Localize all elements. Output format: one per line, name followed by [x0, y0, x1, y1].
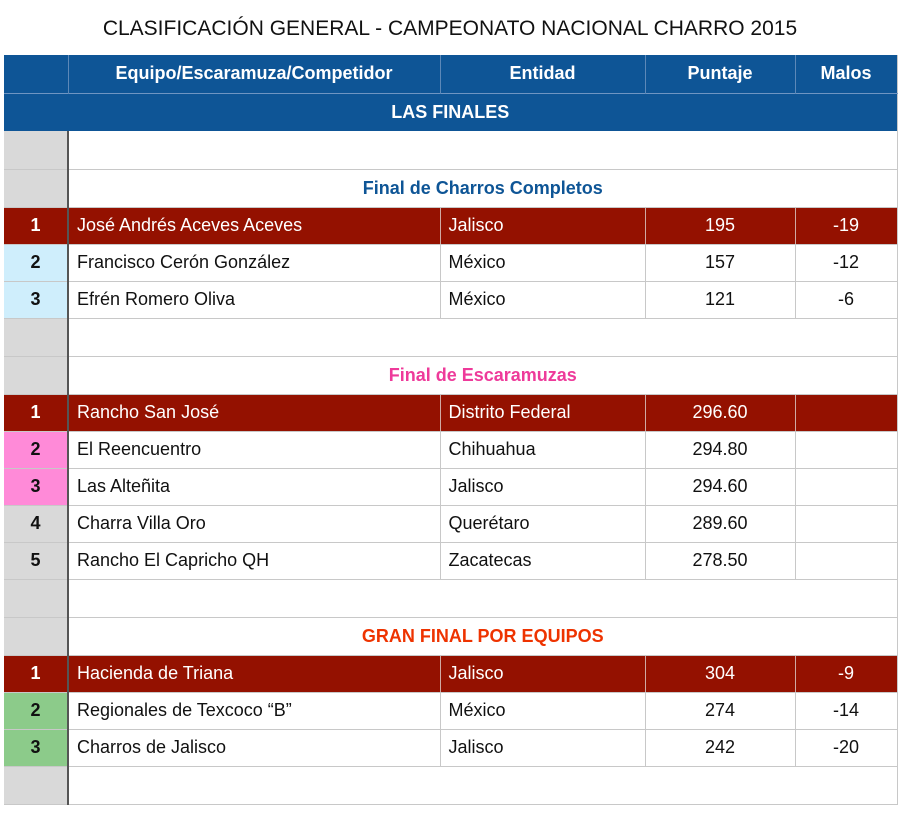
entity-cell: Querétaro: [440, 505, 645, 542]
points-cell: 294.60: [645, 468, 795, 505]
table-row: [4, 655, 897, 692]
spacer-cell: [68, 318, 897, 356]
table-row: [4, 692, 897, 729]
rank-cell: 3: [4, 281, 68, 318]
malos-cell: [795, 505, 897, 542]
header-points: Puntaje: [645, 55, 795, 93]
malos-cell: -19: [795, 207, 897, 244]
table-row: [4, 244, 897, 281]
entity-cell: México: [440, 692, 645, 729]
spacer-cell: [68, 766, 897, 804]
spacer-row: [4, 579, 897, 617]
table-header-row: [4, 55, 897, 93]
rank-cell: 1: [4, 655, 68, 692]
entity-cell: México: [440, 281, 645, 318]
rank-cell: 2: [4, 244, 68, 281]
group-heading-row: [4, 617, 897, 655]
malos-cell: -14: [795, 692, 897, 729]
spacer-row: [4, 766, 897, 804]
malos-cell: [795, 468, 897, 505]
rank-cell: 3: [4, 729, 68, 766]
name-cell: Rancho El Capricho QH: [68, 542, 440, 579]
standings-table: [4, 55, 898, 805]
points-cell: 289.60: [645, 505, 795, 542]
table-row: [4, 505, 897, 542]
name-cell: El Reencuentro: [68, 431, 440, 468]
heading-rank-cell: [4, 617, 68, 655]
points-cell: 278.50: [645, 542, 795, 579]
name-cell: José Andrés Aceves Aceves: [68, 207, 440, 244]
rank-cell: 1: [4, 394, 68, 431]
entity-cell: Jalisco: [440, 207, 645, 244]
group-heading-row: [4, 169, 897, 207]
entity-cell: Chihuahua: [440, 431, 645, 468]
group-heading-equipos: GRAN FINAL POR EQUIPOS: [68, 617, 897, 655]
points-cell: 304: [645, 655, 795, 692]
name-cell: Charra Villa Oro: [68, 505, 440, 542]
spacer-cell: [68, 131, 897, 169]
rank-cell: 5: [4, 542, 68, 579]
header-entity: Entidad: [440, 55, 645, 93]
page-title: CLASIFICACIÓN GENERAL - CAMPEONATO NACIONAL CHARRO 2015: [102, 17, 798, 40]
malos-cell: [795, 542, 897, 579]
table-row: [4, 729, 897, 766]
entity-cell: Jalisco: [440, 729, 645, 766]
malos-cell: [795, 394, 897, 431]
entity-cell: Jalisco: [440, 655, 645, 692]
points-cell: 195: [645, 207, 795, 244]
points-cell: 121: [645, 281, 795, 318]
points-cell: 242: [645, 729, 795, 766]
spacer-rank-cell: [4, 318, 68, 356]
entity-cell: Distrito Federal: [440, 394, 645, 431]
group-heading-row: [4, 356, 897, 394]
points-cell: 157: [645, 244, 795, 281]
malos-cell: -6: [795, 281, 897, 318]
name-cell: Efrén Romero Oliva: [68, 281, 440, 318]
name-cell: Charros de Jalisco: [68, 729, 440, 766]
group-heading-charros: Final de Charros Completos: [68, 169, 897, 207]
spacer-cell: [68, 579, 897, 617]
table-row: [4, 542, 897, 579]
spacer-rank-cell: [4, 766, 68, 804]
name-cell: Francisco Cerón González: [68, 244, 440, 281]
malos-cell: -20: [795, 729, 897, 766]
name-cell: Las Alteñita: [68, 468, 440, 505]
rank-cell: 1: [4, 207, 68, 244]
header-malos: Malos: [795, 55, 897, 93]
heading-rank-cell: [4, 356, 68, 394]
rank-cell: 2: [4, 692, 68, 729]
name-cell: Rancho San José: [68, 394, 440, 431]
malos-cell: -12: [795, 244, 897, 281]
entity-cell: Zacatecas: [440, 542, 645, 579]
header-rank: [4, 55, 68, 93]
points-cell: 296.60: [645, 394, 795, 431]
spacer-row: [4, 318, 897, 356]
table-row: [4, 281, 897, 318]
rank-cell: 4: [4, 505, 68, 542]
name-cell: Regionales de Texcoco “B”: [68, 692, 440, 729]
points-cell: 294.80: [645, 431, 795, 468]
entity-cell: Jalisco: [440, 468, 645, 505]
section-banner: LAS FINALES: [4, 93, 897, 131]
rank-cell: 3: [4, 468, 68, 505]
spacer-rank-cell: [4, 579, 68, 617]
section-banner-row: [4, 93, 897, 131]
table-row: [4, 394, 897, 431]
malos-cell: -9: [795, 655, 897, 692]
table-row: [4, 207, 897, 244]
table-row: [4, 431, 897, 468]
entity-cell: México: [440, 244, 645, 281]
malos-cell: [795, 431, 897, 468]
rank-cell: 2: [4, 431, 68, 468]
heading-rank-cell: [4, 169, 68, 207]
name-cell: Hacienda de Triana: [68, 655, 440, 692]
spacer-rank-cell: [4, 131, 68, 169]
spacer-row: [4, 131, 897, 169]
group-heading-escaramuzas: Final de Escaramuzas: [68, 356, 897, 394]
table-row: [4, 468, 897, 505]
points-cell: 274: [645, 692, 795, 729]
header-name: Equipo/Escaramuza/Competidor: [68, 55, 440, 93]
